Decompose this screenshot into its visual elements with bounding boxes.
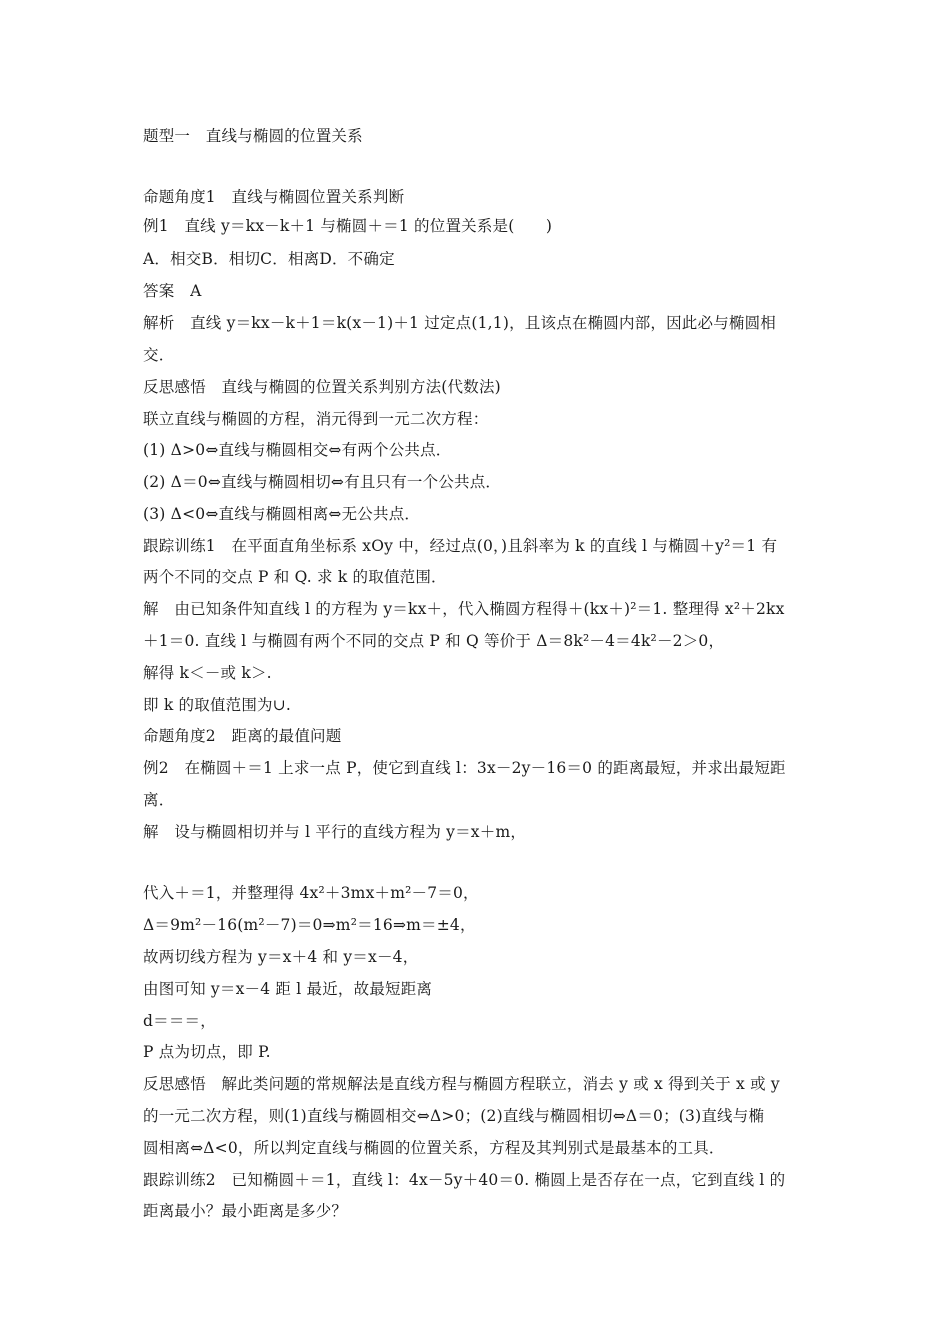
reflection-line: 圆相离⇔Δ<0，所以判定直线与椭圆的位置关系，方程及其判别式是最基本的工具．	[143, 1139, 725, 1157]
solution-line: ＋1＝0. 直线 l 与椭圆有两个不同的交点 P 和 Q 等价于 Δ＝8k²－4＝4k²－2＞0，	[143, 632, 725, 650]
answer-options: A．相交B．相切C．相离D．不确定	[143, 250, 395, 268]
reflection-heading: 反思感悟 直线与椭圆的位置关系判别方法(代数法)	[143, 378, 501, 396]
exercise-line: 跟踪训练2 已知椭圆＋＝1，直线 l：4x－5y＋40＝0. 椭圆上是否存在一点，它到直线 l 的	[143, 1171, 786, 1189]
solution-line: 解得 k＜－或 k＞.	[143, 664, 272, 682]
exercise-line: 跟踪训练1 在平面直角坐标系 xOy 中，经过点(0，)且斜率为 k 的直线 l 与椭圆＋y²＝1 有	[143, 537, 778, 555]
body-text: 联立直线与椭圆的方程，消元得到一元二次方程：	[143, 410, 489, 428]
list-item: (2) Δ＝0⇔直线与椭圆相切⇔有且只有一个公共点．	[143, 473, 502, 491]
analysis-line: 解析 直线 y＝kx－k＋1＝k(x－1)＋1 过定点(1,1)，且该点在椭圆内部，因此必与椭圆相	[143, 314, 776, 332]
exercise-line: 距离最小？最小距离是多少？	[143, 1202, 348, 1220]
answer-line: 答案 A	[143, 282, 202, 300]
solution-line: 由图可知 y＝x－4 距 l 最近，故最短距离	[143, 980, 433, 998]
reflection-line: 的一元二次方程，则(1)直线与椭圆相交⇔Δ>0；(2)直线与椭圆相切⇔Δ＝0；(3)直线与椭	[143, 1107, 765, 1125]
solution-line: 解 设与椭圆相切并与 l 平行的直线方程为 y＝x＋m，	[143, 823, 527, 841]
solution-line: 代入＋＝1，并整理得 4x²＋3mx＋m²－7＝0，	[143, 884, 479, 902]
list-item: (1) Δ>0⇔直线与椭圆相交⇔有两个公共点．	[143, 441, 452, 459]
reflection-line: 反思感悟 解此类问题的常规解法是直线方程与椭圆方程联立，消去 y 或 x 得到关于 x 或 y	[143, 1075, 780, 1093]
solution-line: d＝＝＝，	[143, 1012, 216, 1030]
example-question: 离．	[143, 791, 175, 809]
exercise-line: 两个不同的交点 P 和 Q. 求 k 的取值范围．	[143, 568, 447, 586]
analysis-line: 交．	[143, 346, 175, 364]
solution-line: 即 k 的取值范围为∪.	[143, 696, 292, 714]
list-item: (3) Δ<0⇔直线与椭圆相离⇔无公共点．	[143, 505, 421, 523]
example-question: 例2 在椭圆＋＝1 上求一点 P，使它到直线 l：3x－2y－16＝0 的距离最短，并求出最短距	[143, 759, 786, 777]
solution-line: 故两切线方程为 y＝x＋4 和 y＝x－4，	[143, 948, 419, 966]
subsection-heading: 命题角度1 直线与椭圆位置关系判断	[143, 188, 405, 206]
subsection-heading: 命题角度2 距离的最值问题	[143, 727, 342, 745]
solution-line: 解 由已知条件知直线 l 的方程为 y＝kx＋，代入椭圆方程得＋(kx＋)²＝1. 整理得 x²＋2kx	[143, 600, 785, 618]
section-title: 题型一 直线与椭圆的位置关系	[143, 127, 363, 145]
example-question: 例1 直线 y＝kx－k＋1 与椭圆＋＝1 的位置关系是( )	[143, 217, 553, 235]
solution-line: P 点为切点，即 P.	[143, 1043, 271, 1061]
solution-line: Δ＝9m²－16(m²－7)＝0⇒m²＝16⇒m＝±4，	[143, 916, 476, 934]
